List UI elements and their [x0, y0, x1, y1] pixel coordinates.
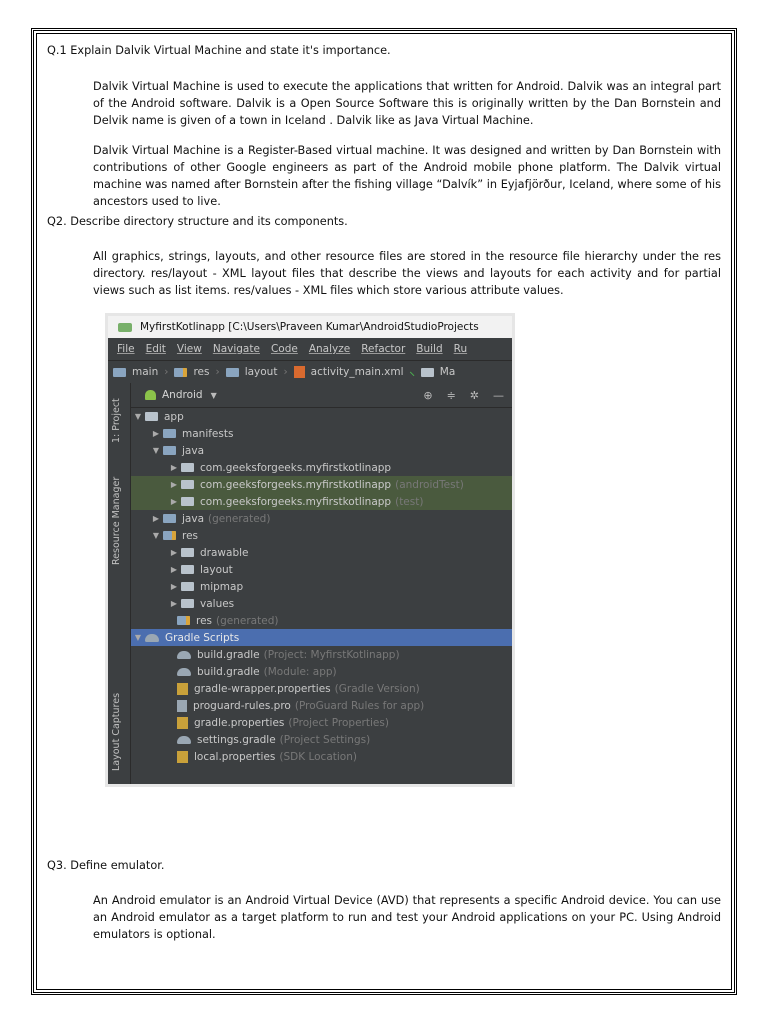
collapse-icon: ≑ — [446, 388, 456, 402]
window-titlebar — [108, 316, 512, 338]
nav-layout: layout — [244, 366, 278, 378]
tree-label: settings.gradle — [197, 733, 276, 746]
collapsed-arrow-icon: ▶ — [170, 599, 178, 608]
collapsed-arrow-icon: ▶ — [152, 429, 160, 438]
tree-label: build.gradle — [197, 665, 260, 678]
tree-item-build-gradle-project — [131, 646, 512, 663]
res-folder-icon — [177, 616, 190, 625]
project-panel-header — [131, 383, 512, 408]
tree-item-layout — [131, 561, 512, 578]
android-icon — [145, 390, 156, 400]
tree-hint: (androidTest) — [395, 478, 464, 491]
tree-item-mipmap — [131, 578, 512, 595]
res-folder-icon — [174, 368, 187, 377]
xml-file-icon — [294, 366, 305, 378]
tree-item-build-gradle-module — [131, 663, 512, 680]
tree-hint: (test) — [395, 495, 424, 508]
tree-hint: (Project: MyfirstKotlinapp) — [263, 648, 400, 661]
tree-label: values — [200, 597, 235, 610]
tree-label: Gradle Scripts — [165, 631, 240, 644]
tree-label: mipmap — [200, 580, 244, 593]
tree-item-package — [131, 459, 512, 476]
nav-main: main — [132, 366, 159, 378]
collapsed-arrow-icon: ▶ — [170, 480, 178, 489]
target-icon: ⊕ — [423, 388, 433, 402]
menu-analyze: Analyze — [308, 343, 351, 355]
folder-icon — [181, 565, 194, 574]
nav-separator-icon: › — [283, 366, 288, 378]
collapsed-arrow-icon: ▶ — [170, 582, 178, 591]
tree-item-gradle-properties — [131, 714, 512, 731]
question-1-heading: Q.1 Explain Dalvik Virtual Machine and state it's importance. — [47, 44, 391, 57]
package-icon — [181, 497, 194, 506]
gradle-icon — [145, 634, 159, 642]
nav-run-config: Ma — [439, 366, 456, 378]
nav-separator-icon: › — [215, 366, 220, 378]
menu-code: Code — [270, 343, 298, 355]
menu-navigate: Navigate — [212, 343, 260, 355]
tree-label: manifests — [182, 427, 234, 440]
collapsed-arrow-icon: ▶ — [170, 497, 178, 506]
tree-hint: (generated) — [216, 614, 279, 627]
properties-file-icon — [177, 751, 188, 763]
tree-label: java — [182, 444, 204, 457]
tree-item-local-properties — [131, 748, 512, 765]
project-view-selector: Android — [162, 389, 203, 401]
menu-refactor: Refactor — [361, 343, 406, 355]
dropdown-arrow-icon: ▼ — [210, 390, 217, 400]
properties-file-icon — [177, 683, 188, 695]
collapsed-arrow-icon: ▶ — [152, 514, 160, 523]
nav-activity-main: activity_main.xml — [310, 366, 404, 378]
side-tab-resource-manager: Resource Manager — [111, 476, 122, 565]
gear-icon: ✲ — [469, 388, 479, 402]
gradle-icon — [177, 668, 191, 676]
tree-item-gradle-scripts — [131, 629, 512, 646]
question-1-paragraph-1: Dalvik Virtual Machine is used to execute the applications that written for Android. Dalvik was an integral part of the Android software. Dalvik is a Open Source Software this is originally written by the Dan Bornstein and Delvik name is given of a town in Iceland . Dalvik like as Java Virtual Machine. — [93, 80, 721, 127]
tree-label: drawable — [200, 546, 249, 559]
collapsed-arrow-icon: ▶ — [170, 463, 178, 472]
menu-view: View — [176, 343, 202, 355]
android-studio-icon — [118, 323, 132, 332]
tree-item-proguard-rules — [131, 697, 512, 714]
panel-toolbar — [423, 389, 504, 402]
tree-label: gradle.properties — [194, 716, 285, 729]
tree-label: java — [182, 512, 204, 525]
tree-label: com.geeksforgeeks.myfirstkotlinapp — [200, 495, 392, 508]
menu-file: File — [117, 343, 135, 355]
folder-icon — [163, 446, 176, 455]
folder-icon — [181, 582, 194, 591]
tree-label: proguard-rules.pro — [193, 699, 291, 712]
menu-run: Ru — [453, 343, 468, 355]
res-folder-icon — [163, 531, 176, 540]
folder-icon — [113, 368, 126, 377]
side-tab-project: 1: Project — [111, 398, 122, 443]
tree-item-java — [131, 442, 512, 459]
nav-separator-icon: › — [164, 366, 169, 378]
folder-icon — [181, 548, 194, 557]
tree-item-package-test — [131, 493, 512, 510]
tree-item-manifests — [131, 425, 512, 442]
tree-item-values — [131, 595, 512, 612]
question-3-paragraph-1: An Android emulator is an Android Virtual Device (AVD) that represents a specific Android device. You can use an Android emulator as a target platform to run and test your Android applications on your PC. Using Android emulators is optional. — [93, 894, 721, 941]
tree-item-res-generated — [131, 612, 512, 629]
tree-item-gradle-wrapper-properties — [131, 680, 512, 697]
gradle-icon — [177, 651, 191, 659]
window-title: MyfirstKotlinapp [C:\Users\Praveen Kumar\AndroidStudioProjects — [140, 321, 479, 333]
tree-item-drawable — [131, 544, 512, 561]
android-studio-screenshot — [108, 316, 512, 784]
tree-item-package-androidtest — [131, 476, 512, 493]
properties-file-icon — [177, 717, 188, 729]
package-icon — [181, 463, 194, 472]
tree-label: res — [182, 529, 199, 542]
tree-item-res — [131, 527, 512, 544]
tree-label: app — [164, 410, 184, 423]
package-icon — [181, 480, 194, 489]
menu-bar — [108, 338, 512, 360]
navigation-bar — [108, 360, 512, 384]
minimize-icon: — — [493, 388, 504, 402]
question-2-heading: Q2. Describe directory structure and its components. — [47, 215, 348, 228]
tree-item-app — [131, 408, 512, 425]
tree-label: build.gradle — [197, 648, 260, 661]
tree-hint: (Project Properties) — [288, 716, 389, 729]
folder-icon — [163, 514, 176, 523]
tree-item-java-generated — [131, 510, 512, 527]
question-3-heading: Q3. Define emulator. — [47, 859, 165, 872]
tree-hint: (ProGuard Rules for app) — [294, 699, 425, 712]
side-tab-layout-captures: Layout Captures — [111, 692, 122, 771]
tree-hint: (Gradle Version) — [334, 682, 420, 695]
module-icon — [421, 368, 434, 377]
tree-hint: (generated) — [208, 512, 271, 525]
collapsed-arrow-icon: ▶ — [170, 548, 178, 557]
nav-res: res — [193, 366, 210, 378]
menu-edit: Edit — [145, 343, 166, 355]
question-2-paragraph-1: All graphics, strings, layouts, and other resource files are stored in the resource file hierarchy under the res directory. res/layout - XML layout files that describe the views and layouts for each activity and for partial views such as list items. res/values - XML files which store various attribute values. — [93, 250, 721, 297]
tree-label: res — [196, 614, 213, 627]
expanded-arrow-icon: ▼ — [152, 446, 160, 455]
folder-icon — [226, 368, 239, 377]
tree-label: com.geeksforgeeks.myfirstkotlinapp — [200, 478, 392, 491]
tree-label: gradle-wrapper.properties — [194, 682, 331, 695]
file-icon — [177, 700, 187, 712]
folder-icon — [163, 429, 176, 438]
tool-window-sidebar — [108, 383, 131, 784]
tree-label: local.properties — [194, 750, 276, 763]
tree-hint: (SDK Location) — [279, 750, 357, 763]
menu-build: Build — [416, 343, 443, 355]
folder-icon — [181, 599, 194, 608]
question-1-paragraph-2: Dalvik Virtual Machine is a Register-Based virtual machine. It was designed and written by Dan Bornstein with contributions of other Google engineers as part of the Android mobile phone platform. The Dalvik virtual machine was named after Bornstein after the fishing village “Dalvík” in Eyjafjörður, Iceland, where some of his ancestors used to live. — [93, 144, 721, 208]
hammer-icon: ⸜ — [409, 366, 415, 378]
project-tree — [131, 408, 512, 784]
tree-item-settings-gradle — [131, 731, 512, 748]
expanded-arrow-icon: ▼ — [134, 633, 142, 642]
expanded-arrow-icon: ▼ — [152, 531, 160, 540]
tree-label: com.geeksforgeeks.myfirstkotlinapp — [200, 461, 392, 474]
module-folder-icon — [145, 412, 158, 421]
gradle-icon — [177, 736, 191, 744]
tree-hint: (Project Settings) — [279, 733, 371, 746]
collapsed-arrow-icon: ▶ — [170, 565, 178, 574]
tree-hint: (Module: app) — [263, 665, 337, 678]
tree-label: layout — [200, 563, 233, 576]
expanded-arrow-icon: ▼ — [134, 412, 142, 421]
